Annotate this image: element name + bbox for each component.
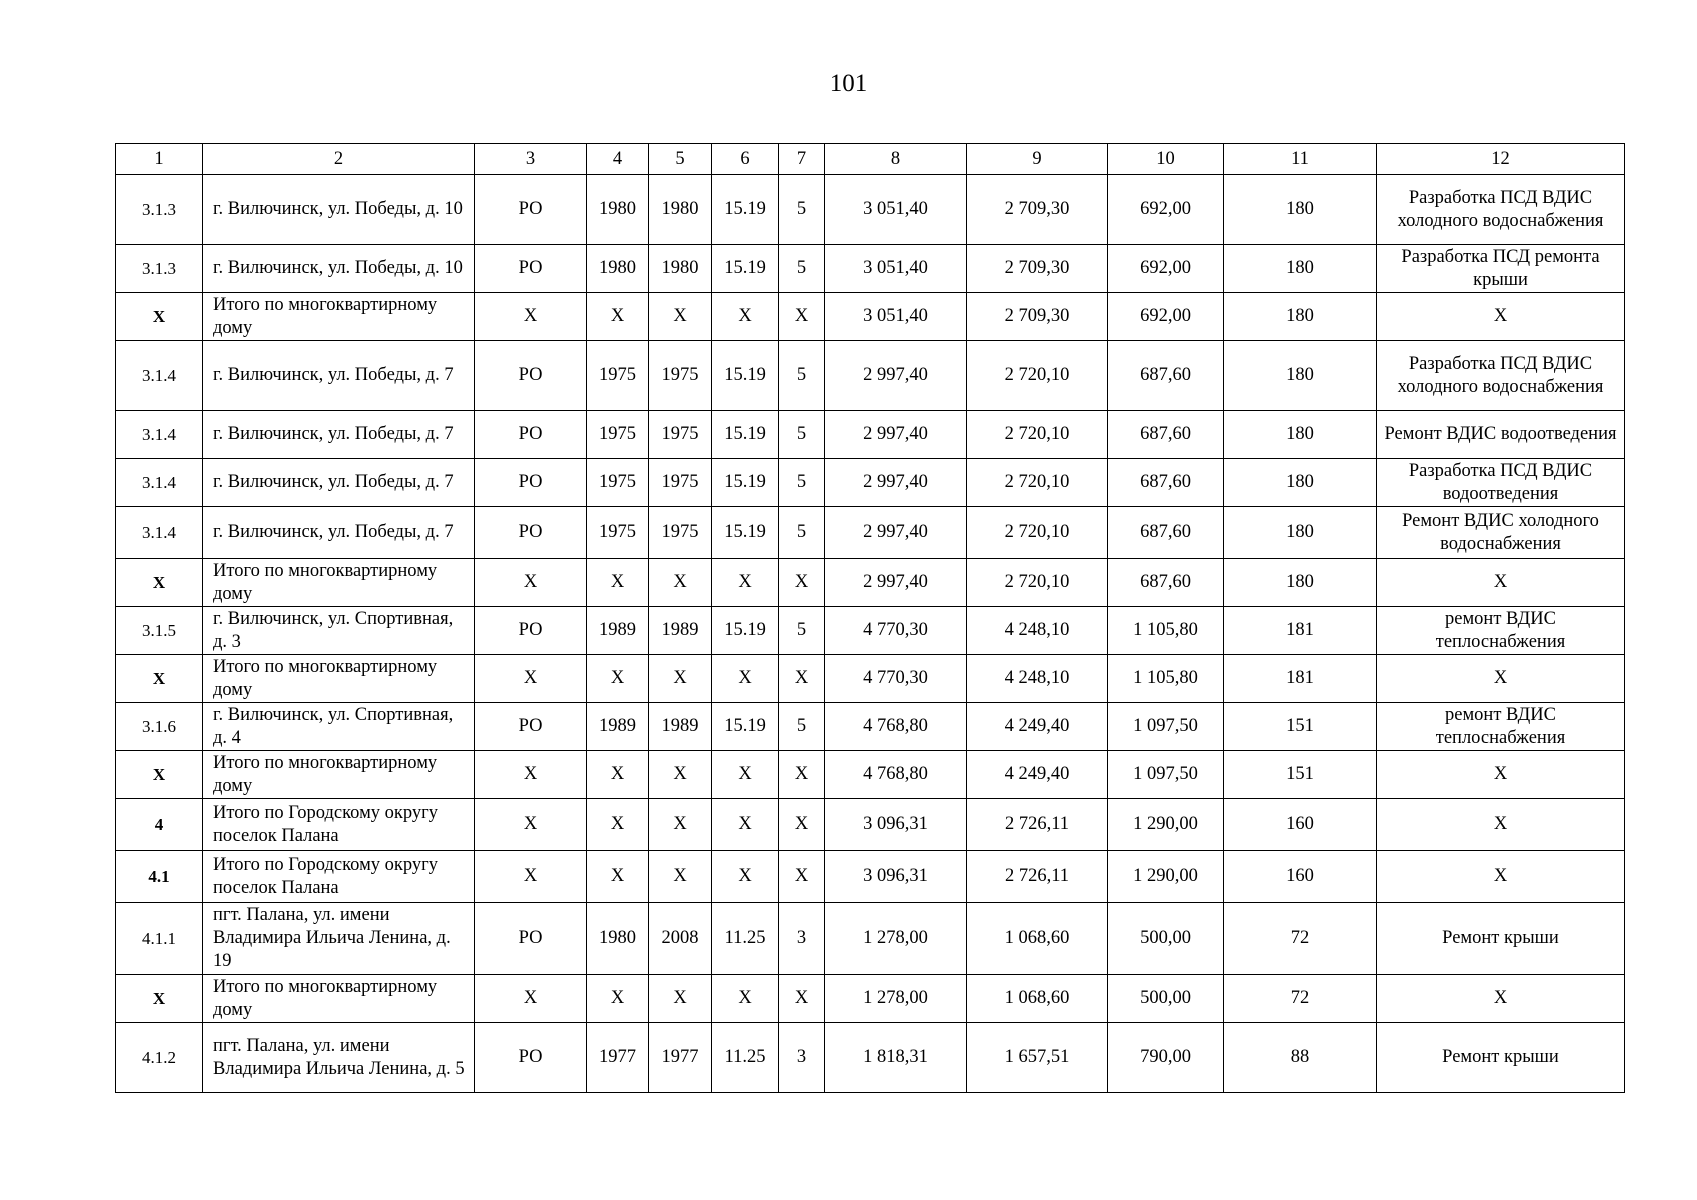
cell-amount: 790,00 [1108,1023,1224,1093]
cell-code: 15.19 [712,703,779,751]
cell-type: X [475,799,587,851]
cell-floors: 5 [779,411,825,459]
table-row [116,507,1625,559]
cell-row-number: 4.1.2 [116,1023,203,1093]
table-row [116,245,1625,293]
cell-address: г. Вилючинск, ул. Победы, д. 7 [203,507,475,559]
cell-year-commissioned: 1989 [649,607,712,655]
cell-work-type: X [1377,975,1625,1023]
table-row [116,851,1625,903]
cell-row-number: X [116,751,203,799]
cell-total-area: 4 768,80 [825,751,967,799]
cell-year-built: 1977 [587,1023,649,1093]
cell-floors: X [779,293,825,341]
cell-total-area: 4 770,30 [825,607,967,655]
cell-address: г. Вилючинск, ул. Победы, д. 7 [203,459,475,507]
cell-type: РО [475,341,587,411]
cell-living-area: 4 248,10 [967,655,1108,703]
cell-work-type: X [1377,293,1625,341]
cell-floors: X [779,559,825,607]
column-header-5: 5 [649,144,712,175]
table-row [116,975,1625,1023]
cell-year-built: 1989 [587,607,649,655]
cell-code: X [712,559,779,607]
table-row [116,341,1625,411]
cell-work-type: X [1377,655,1625,703]
column-header-6: 6 [712,144,779,175]
cell-type: РО [475,175,587,245]
cell-year-built: 1975 [587,411,649,459]
cell-total-area: 2 997,40 [825,341,967,411]
column-header-10: 10 [1108,144,1224,175]
cell-count: 180 [1224,293,1377,341]
column-header-11: 11 [1224,144,1377,175]
cell-year-built: X [587,655,649,703]
cell-year-commissioned: X [649,799,712,851]
cell-total-area: 1 818,31 [825,1023,967,1093]
cell-amount: 692,00 [1108,175,1224,245]
cell-amount: 1 097,50 [1108,703,1224,751]
cell-year-built: 1980 [587,903,649,975]
cell-row-number: 3.1.5 [116,607,203,655]
cell-amount: 692,00 [1108,293,1224,341]
cell-address: г. Вилючинск, ул. Победы, д. 10 [203,245,475,293]
cell-total-area: 4 768,80 [825,703,967,751]
cell-type: РО [475,411,587,459]
cell-floors: X [779,975,825,1023]
cell-living-area: 2 720,10 [967,559,1108,607]
column-header-2: 2 [203,144,475,175]
cell-row-number: 3.1.4 [116,341,203,411]
cell-address: г. Вилючинск, ул. Спортивная, д. 3 [203,607,475,655]
cell-work-type: Разработка ПСД ремонта крыши [1377,245,1625,293]
cell-count: 151 [1224,703,1377,751]
cell-type: X [475,751,587,799]
cell-floors: 5 [779,245,825,293]
cell-floors: 5 [779,507,825,559]
cell-total-area: 2 997,40 [825,411,967,459]
cell-living-area: 2 709,30 [967,245,1108,293]
cell-type: РО [475,459,587,507]
table-row [116,175,1625,245]
cell-amount: 687,60 [1108,411,1224,459]
cell-total-area: 4 770,30 [825,655,967,703]
cell-year-commissioned: X [649,751,712,799]
cell-amount: 1 105,80 [1108,655,1224,703]
cell-amount: 692,00 [1108,245,1224,293]
cell-type: РО [475,703,587,751]
cell-count: 160 [1224,851,1377,903]
cell-living-area: 2 720,10 [967,341,1108,411]
cell-year-built: 1975 [587,507,649,559]
table-header-row [116,144,1625,175]
cell-floors: 5 [779,175,825,245]
cell-type: X [475,559,587,607]
cell-count: 180 [1224,175,1377,245]
cell-floors: 3 [779,903,825,975]
cell-work-type: Ремонт крыши [1377,1023,1625,1093]
cell-code: 15.19 [712,175,779,245]
column-header-4: 4 [587,144,649,175]
cell-floors: X [779,799,825,851]
table-row [116,703,1625,751]
cell-row-number: 3.1.4 [116,411,203,459]
cell-year-built: 1980 [587,175,649,245]
cell-year-commissioned: X [649,293,712,341]
cell-type: X [475,975,587,1023]
table-row [116,607,1625,655]
cell-code: X [712,751,779,799]
cell-floors: 5 [779,341,825,411]
cell-row-number: X [116,293,203,341]
cell-count: 180 [1224,459,1377,507]
cell-amount: 500,00 [1108,975,1224,1023]
cell-address: г. Вилючинск, ул. Победы, д. 10 [203,175,475,245]
cell-row-number: 3.1.4 [116,507,203,559]
cell-row-number: X [116,655,203,703]
column-header-1: 1 [116,144,203,175]
cell-total-area: 2 997,40 [825,559,967,607]
cell-living-area: 4 249,40 [967,703,1108,751]
data-table [115,143,1625,1093]
cell-total-area: 1 278,00 [825,975,967,1023]
cell-year-commissioned: 1977 [649,1023,712,1093]
cell-amount: 687,60 [1108,559,1224,607]
cell-address: Итого по Городскому округу поселок Палана [203,799,475,851]
cell-code: X [712,975,779,1023]
cell-amount: 687,60 [1108,459,1224,507]
cell-total-area: 3 051,40 [825,293,967,341]
cell-type: РО [475,1023,587,1093]
cell-work-type: Разработка ПСД ВДИС холодного водоснабжения [1377,341,1625,411]
cell-floors: 3 [779,1023,825,1093]
cell-address: Итого по многоквартирному дому [203,293,475,341]
cell-type: X [475,851,587,903]
cell-row-number: 3.1.4 [116,459,203,507]
table-body [116,175,1625,1093]
page-number: 101 [829,70,868,97]
cell-total-area: 3 096,31 [825,799,967,851]
column-header-7: 7 [779,144,825,175]
cell-code: 11.25 [712,1023,779,1093]
cell-address: Итого по многоквартирному дому [203,655,475,703]
cell-type: РО [475,903,587,975]
cell-amount: 687,60 [1108,341,1224,411]
column-header-8: 8 [825,144,967,175]
cell-year-commissioned: 1975 [649,411,712,459]
cell-living-area: 2 720,10 [967,507,1108,559]
cell-amount: 1 105,80 [1108,607,1224,655]
cell-address: Итого по многоквартирному дому [203,559,475,607]
cell-count: 181 [1224,607,1377,655]
cell-year-commissioned: 2008 [649,903,712,975]
cell-code: 15.19 [712,507,779,559]
cell-year-built: 1989 [587,703,649,751]
cell-code: 15.19 [712,341,779,411]
cell-amount: 1 290,00 [1108,851,1224,903]
cell-living-area: 2 726,11 [967,799,1108,851]
cell-year-commissioned: X [649,851,712,903]
cell-code: X [712,851,779,903]
cell-row-number: 4.1 [116,851,203,903]
cell-code: 15.19 [712,245,779,293]
cell-floors: X [779,751,825,799]
cell-total-area: 3 051,40 [825,175,967,245]
cell-address: пгт. Палана, ул. имени Владимира Ильича Ленина, д. 5 [203,1023,475,1093]
cell-count: 181 [1224,655,1377,703]
table-row [116,459,1625,507]
cell-year-built: X [587,975,649,1023]
cell-floors: 5 [779,703,825,751]
cell-floors: X [779,655,825,703]
cell-year-built: 1980 [587,245,649,293]
cell-amount: 500,00 [1108,903,1224,975]
cell-count: 180 [1224,245,1377,293]
cell-code: 11.25 [712,903,779,975]
cell-count: 72 [1224,975,1377,1023]
cell-year-built: X [587,559,649,607]
cell-count: 151 [1224,751,1377,799]
cell-work-type: X [1377,851,1625,903]
cell-count: 88 [1224,1023,1377,1093]
cell-year-built: X [587,851,649,903]
cell-address: г. Вилючинск, ул. Победы, д. 7 [203,341,475,411]
cell-type: РО [475,607,587,655]
cell-work-type: Разработка ПСД ВДИС водоотведения [1377,459,1625,507]
cell-living-area: 1 657,51 [967,1023,1108,1093]
column-header-9: 9 [967,144,1108,175]
cell-type: X [475,655,587,703]
cell-year-commissioned: 1975 [649,507,712,559]
cell-row-number: X [116,975,203,1023]
cell-work-type: X [1377,559,1625,607]
cell-row-number: 3.1.3 [116,245,203,293]
cell-year-built: X [587,751,649,799]
cell-living-area: 1 068,60 [967,975,1108,1023]
cell-work-type: Ремонт крыши [1377,903,1625,975]
cell-address: Итого по многоквартирному дому [203,751,475,799]
table-row [116,799,1625,851]
cell-year-commissioned: 1975 [649,459,712,507]
cell-year-built: 1975 [587,341,649,411]
table-row [116,559,1625,607]
cell-row-number: 3.1.3 [116,175,203,245]
cell-living-area: 2 720,10 [967,459,1108,507]
column-header-12: 12 [1377,144,1625,175]
table-row [116,293,1625,341]
cell-type: РО [475,245,587,293]
table-row [116,411,1625,459]
table-row [116,751,1625,799]
table-row [116,1023,1625,1093]
cell-row-number: 3.1.6 [116,703,203,751]
cell-amount: 687,60 [1108,507,1224,559]
cell-code: 15.19 [712,459,779,507]
table-row [116,655,1625,703]
cell-amount: 1 290,00 [1108,799,1224,851]
cell-address: Итого по Городскому округу поселок Палана [203,851,475,903]
cell-living-area: 2 709,30 [967,175,1108,245]
cell-row-number: 4 [116,799,203,851]
cell-work-type: Ремонт ВДИС водоотведения [1377,411,1625,459]
cell-year-commissioned: 1980 [649,175,712,245]
cell-work-type: X [1377,751,1625,799]
cell-count: 180 [1224,341,1377,411]
cell-row-number: 4.1.1 [116,903,203,975]
cell-address: Итого по многоквартирному дому [203,975,475,1023]
cell-living-area: 2 709,30 [967,293,1108,341]
cell-year-commissioned: X [649,559,712,607]
cell-living-area: 2 720,10 [967,411,1108,459]
cell-year-built: 1975 [587,459,649,507]
cell-total-area: 3 096,31 [825,851,967,903]
cell-type: X [475,293,587,341]
cell-year-commissioned: 1989 [649,703,712,751]
cell-year-commissioned: X [649,975,712,1023]
cell-floors: 5 [779,607,825,655]
table-row [116,903,1625,975]
cell-work-type: X [1377,799,1625,851]
cell-work-type: Ремонт ВДИС холодного водоснабжения [1377,507,1625,559]
cell-count: 160 [1224,799,1377,851]
cell-type: РО [475,507,587,559]
column-header-3: 3 [475,144,587,175]
cell-total-area: 2 997,40 [825,459,967,507]
cell-total-area: 1 278,00 [825,903,967,975]
cell-work-type: ремонт ВДИС теплоснабжения [1377,703,1625,751]
cell-code: 15.19 [712,607,779,655]
cell-work-type: Разработка ПСД ВДИС холодного водоснабжения [1377,175,1625,245]
cell-address: г. Вилючинск, ул. Победы, д. 7 [203,411,475,459]
cell-year-commissioned: X [649,655,712,703]
cell-total-area: 2 997,40 [825,507,967,559]
cell-row-number: X [116,559,203,607]
cell-floors: 5 [779,459,825,507]
cell-address: г. Вилючинск, ул. Спортивная, д. 4 [203,703,475,751]
cell-living-area: 1 068,60 [967,903,1108,975]
cell-code: X [712,655,779,703]
cell-year-commissioned: 1975 [649,341,712,411]
cell-year-built: X [587,293,649,341]
cell-count: 180 [1224,411,1377,459]
cell-count: 72 [1224,903,1377,975]
cell-code: X [712,293,779,341]
cell-year-built: X [587,799,649,851]
cell-year-commissioned: 1980 [649,245,712,293]
cell-count: 180 [1224,559,1377,607]
cell-amount: 1 097,50 [1108,751,1224,799]
cell-total-area: 3 051,40 [825,245,967,293]
cell-code: 15.19 [712,411,779,459]
cell-living-area: 2 726,11 [967,851,1108,903]
cell-floors: X [779,851,825,903]
cell-living-area: 4 248,10 [967,607,1108,655]
cell-address: пгт. Палана, ул. имени Владимира Ильича Ленина, д. 19 [203,903,475,975]
cell-count: 180 [1224,507,1377,559]
cell-work-type: ремонт ВДИС теплоснабжения [1377,607,1625,655]
cell-code: X [712,799,779,851]
cell-living-area: 4 249,40 [967,751,1108,799]
